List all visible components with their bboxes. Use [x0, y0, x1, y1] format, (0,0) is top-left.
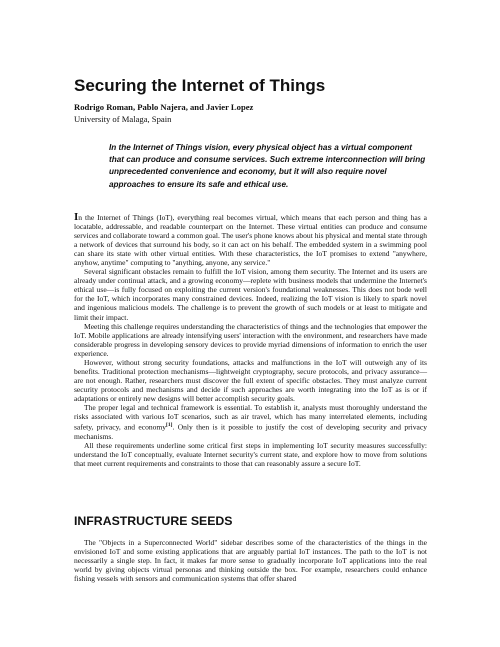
paragraph-3: Meeting this challenge requires understanding the characteristics of things and the technologies that empower the IoT. Mobile applications are already intensifying users' interaction with the environment, and researchers have made considerable progress in developing sensory devices to provide myriad dimensions of information to enrich the user experience.: [74, 321, 427, 358]
paragraph-5: [74, 403, 427, 441]
paper-title: Securing the Internet of Things: [74, 76, 326, 95]
section-body: [74, 538, 427, 583]
citation-ref: [1]: [166, 422, 173, 429]
paragraph-6: All these requirements underline some critical first steps in implementing IoT security measures successfully: understand the IoT conceptually, evaluate Internet security's current state, and explore how to move from solutions that meet current requirements and constraints to those that can reasonably assure a secure IoT.: [74, 440, 427, 468]
author-affiliation: University of Malaga, Spain: [74, 114, 172, 124]
paragraph-5-text-a: The proper legal and technical framework is essential. To establish it, analysts must thoroughly understand the risks associated with various IoT scenarios, such as air travel, which has many interrelated elements, including safety, privacy, and economy: [74, 402, 427, 432]
paragraph-4: However, without strong security foundations, attacks and malfunctions in the IoT will outweigh any of its benefits. Traditional protection mechanisms—lightweight cryptography, secure protocols, and privacy assurance—are not enough. Rather, researchers must discover the full extent of specific obstacles. They must analyze current security protocols and mechanisms and decide if such approaches are worth integrating into the IoT as is or if adaptations or entirely new designs will better accomplish security goals.: [74, 357, 427, 403]
section-paragraph-1: The "Objects in a Superconnected World" sidebar describes some of the characteristics of the things in the envisioned IoT and some existing applications that are arguably partial IoT instances. The path to the IoT is not necessarily a single step. In fact, it makes far more sense to gradually incorporate IoT applications into the real world by giving objects virtual personas and thinking outside the box. For example, researchers could enhance fishing vessels with sensors and communication systems that offer shared: [74, 538, 427, 584]
body-text: [74, 213, 427, 468]
paragraph-5-text-b: . Only then is it possible to justify the cost of developing security and privacy mechanisms.: [74, 422, 427, 441]
abstract: In the Internet of Things vision, every physical object has a virtual component that can produce and consume services. Such extreme interconnection will bring unprecedented convenience and economy, but it will also require novel approaches to ensure its safe and ethical use.: [109, 143, 426, 189]
drop-cap: I: [74, 211, 79, 223]
author-list: Rodrigo Roman, Pablo Najera, and Javier Lopez: [74, 102, 254, 112]
paragraph-1: [74, 213, 427, 267]
paragraph-2: Several significant obstacles remain to fulfill the IoT vision, among them security. The Internet and its users are already under continual attack, and a growing economy—replete with business models that undermine the Internet's ethical use—is fully focused on exploiting the current version's foundational weaknesses. This does not bode well for the IoT, which incorporates many constrained devices. Indeed, realizing the IoT vision is likely to spark novel and ingenious malicious models. The challenge is to prevent the growth of such models or at least to mitigate and limit their impact.: [74, 267, 427, 322]
paragraph-1-text: n the Internet of Things (IoT), everything real becomes virtual, which means that each person and thing has a locatable, addressable, and readable counterpart on the Internet. These virtual entities can produce and consume services and collaborate toward a common goal. The user's phone knows about his physical and mental state through a network of devices that surround his body, so it can act on his behalf. The embedded system in a swimming pool can share its state with other virtual entities. With these characteristics, the IoT promises to extend "anywhere, anyhow, anytime" computing to "anything, anyone, any service.": [74, 213, 427, 268]
section-heading: INFRASTRUCTURE SEEDS: [74, 514, 233, 528]
